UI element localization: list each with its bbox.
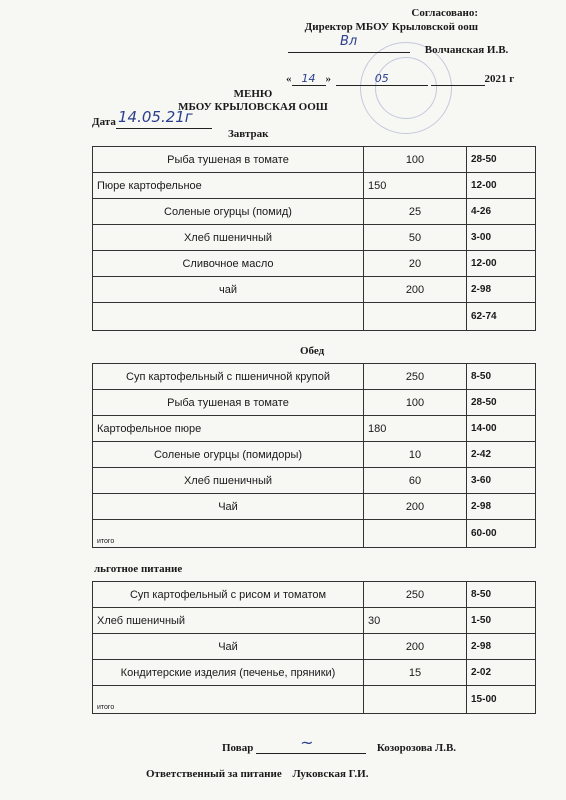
dish-quantity: 60 [364,468,467,494]
date-label: Дата [92,116,116,128]
dish-quantity: 200 [364,277,467,303]
director-name: Волчанская И.В. [424,44,509,56]
dish-name: Рыба тушеная в томате [93,390,364,416]
table-row [93,442,536,468]
dish-quantity: 20 [364,251,467,277]
approval-block [305,6,478,34]
dish-name: Соленые огурцы (помид) [93,199,364,225]
dish-quantity: 10 [364,442,467,468]
total-price: 60-00 [467,520,536,548]
section-title-breakfast: Завтрак [228,128,269,140]
dish-price: 3-00 [467,225,536,251]
table-row [93,582,536,608]
dish-quantity: 150 [364,173,467,199]
dish-name: Чай [93,494,364,520]
benefit-table [92,581,536,714]
dish-price: 2-02 [467,660,536,686]
dish-quantity: 180 [364,416,467,442]
approval-day: 14 [301,72,316,85]
dish-name: Суп картофельный с пшеничной крупой [93,364,364,390]
dish-price: 28-50 [467,147,536,173]
table-row [93,225,536,251]
dish-quantity: 200 [364,634,467,660]
dish-name: Хлеб пшеничный [93,608,364,634]
dish-quantity: 200 [364,494,467,520]
table-row [93,277,536,303]
table-row [93,199,536,225]
dish-name: Суп картофельный с рисом и томатом [93,582,364,608]
dish-name: Рыба тушеная в томате [93,147,364,173]
dish-quantity: 250 [364,582,467,608]
section-title-lunch: Обед [300,345,325,357]
menu-title-line1: МЕНЮ [233,88,273,100]
menu-title [0,88,566,114]
cook-label: Повар [222,742,254,754]
total-label: итого [93,686,364,714]
table-row [93,608,536,634]
dish-price: 2-98 [467,634,536,660]
responsible-row [146,768,368,780]
dish-name: Кондитерские изделия (печенье, пряники) [93,660,364,686]
dish-name: Сливочное масло [93,251,364,277]
total-row [93,303,536,331]
table-row [93,494,536,520]
dish-price: 8-50 [467,364,536,390]
lunch-table [92,363,536,548]
dish-name: Картофельное пюре [93,416,364,442]
dish-name: Хлеб пшеничный [93,225,364,251]
table-row [93,416,536,442]
total-label: итого [93,520,364,548]
dish-quantity: 25 [364,199,467,225]
dish-quantity: 50 [364,225,467,251]
approval-year: 2021 г [484,73,515,85]
total-price: 62-74 [467,303,536,331]
table-row [93,660,536,686]
table-row [93,251,536,277]
breakfast-table [92,146,536,331]
table-row [93,634,536,660]
dish-quantity: 250 [364,364,467,390]
cook-signature: ~ [300,733,314,752]
total-empty-cell [364,303,467,331]
dish-price: 12-00 [467,173,536,199]
dish-name: Пюре картофельное [93,173,364,199]
approval-day-field [292,72,326,86]
menu-title-line2: МБОУ КРЫЛОВСКАЯ ООШ [178,101,328,113]
approval-month-field [336,72,428,86]
approval-date: « 14 » 05 2021 г [286,72,515,85]
date-value: 14.05.21г [118,108,193,126]
director-position: Директор МБОУ Крыловской оош [304,21,478,33]
cook-signature-line [256,733,366,754]
table-row [93,173,536,199]
dish-price: 28-50 [467,390,536,416]
total-row [93,520,536,548]
approved-label: Согласовано: [411,7,478,19]
dish-quantity: 100 [364,147,467,173]
dish-name: Хлеб пшеничный [93,468,364,494]
approval-month: 05 [374,72,389,85]
responsible-name: Луковская Г.И. [292,768,369,780]
date-underline [116,128,212,129]
director-signature-line [288,34,410,53]
section-title-benefit: льготное питание [94,563,183,575]
dish-quantity: 100 [364,390,467,416]
dish-price: 3-60 [467,468,536,494]
dish-price: 8-50 [467,582,536,608]
dish-price: 2-42 [467,442,536,468]
director-signature: Вл [340,34,358,49]
dish-quantity: 30 [364,608,467,634]
total-price: 15-00 [467,686,536,714]
table-row [93,468,536,494]
table-row [93,364,536,390]
dish-price: 12-00 [467,251,536,277]
dish-name: Соленые огурцы (помидоры) [93,442,364,468]
cook-name: Козорозова Л.В. [376,742,457,754]
total-row [93,686,536,714]
total-label [93,303,364,331]
cook-signature-row [222,733,457,754]
director-signature-row [288,34,528,56]
dish-price: 14-00 [467,416,536,442]
responsible-label: Ответственный за питание [146,768,282,780]
dish-price: 4-26 [467,199,536,225]
dish-name: Чай [93,634,364,660]
dish-name: чай [93,277,364,303]
table-row [93,390,536,416]
dish-price: 1-50 [467,608,536,634]
dish-price: 2-98 [467,494,536,520]
dish-price: 2-98 [467,277,536,303]
total-empty-cell [364,520,467,548]
table-row [93,147,536,173]
approval-year-blank [431,73,485,86]
dish-quantity: 15 [364,660,467,686]
total-empty-cell [364,686,467,714]
